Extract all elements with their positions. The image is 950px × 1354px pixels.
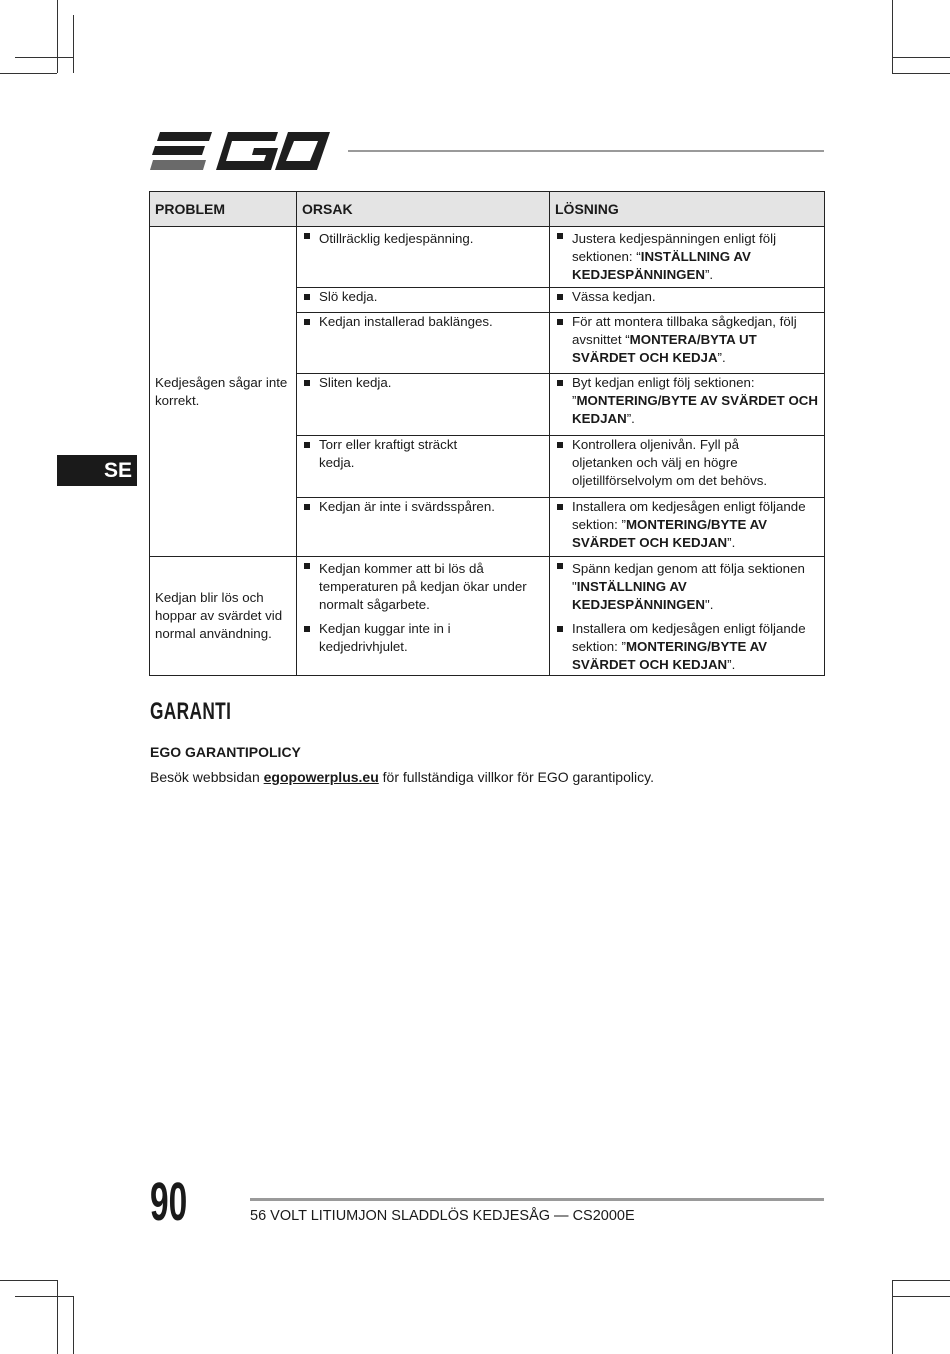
cause-cell — [297, 498, 550, 557]
bullet-icon — [304, 319, 310, 325]
footer-rule — [250, 1198, 824, 1201]
cause-text: Kedjan installerad baklänges. — [319, 314, 493, 329]
solution-reference: MONTERING/BYTE AV SVÄRDET OCH KEDJAN — [572, 517, 768, 550]
cause-cell — [297, 436, 550, 498]
table-header-row — [150, 192, 825, 227]
bullet-icon — [557, 442, 563, 448]
crop-mark — [0, 73, 57, 74]
solution-reference: INSTÄLLNING AV KEDJESPÄNNINGEN — [572, 249, 751, 282]
cause-text: Slö kedja. — [319, 289, 378, 304]
bullet-icon — [304, 380, 310, 386]
bullet-icon — [304, 294, 310, 300]
solution-text-end: ”. — [705, 267, 714, 282]
troubleshooting-table — [149, 191, 825, 676]
bullet-icon — [304, 626, 310, 632]
solution-cell — [550, 374, 825, 436]
bullet-icon — [557, 380, 563, 386]
solution-text-end: ”. — [727, 657, 736, 672]
solution-text: Vässa kedjan. — [572, 289, 656, 304]
solution-text: Byt kedjan enligt följ sektionen: ” — [572, 375, 755, 408]
solution-text-end: ". — [705, 597, 714, 612]
crop-mark — [892, 73, 950, 74]
solution-cell — [550, 227, 825, 288]
section-title-warranty: GARANTI — [150, 698, 232, 725]
solution-cell — [550, 557, 825, 676]
crop-mark — [15, 57, 73, 58]
solution-text: Installera om kedjesågen enligt följande sektion: ” — [572, 499, 806, 532]
crop-mark — [892, 0, 893, 73]
solution-text: Justera kedjespänningen enligt följ sektionen: “ — [572, 231, 777, 264]
cause-text: Kedjan kommer att bi lös då temperaturen på kedjan ökar under normalt sågarbete. — [319, 561, 527, 612]
crop-mark — [15, 1296, 73, 1297]
bullet-icon — [557, 233, 563, 239]
header-rule — [348, 150, 824, 152]
solution-cell — [550, 288, 825, 313]
solution-text: Kontrollera oljenivån. Fyll på oljetanken och välj en högre oljetillförselvolym om det behövs. — [572, 437, 768, 488]
solution-reference: MONTERING/BYTE AV SVÄRDET OCH KEDJAN — [572, 393, 819, 426]
bullet-icon — [304, 504, 310, 510]
cause-text: Kedjan är inte i svärdsspåren. — [319, 499, 495, 514]
solution-reference: MONTERA/BYTA UT SVÄRDET OCH KEDJA — [572, 332, 757, 365]
bullet-icon — [557, 319, 563, 325]
crop-mark — [57, 0, 58, 73]
header-cause: ORSAK — [297, 192, 550, 227]
bullet-icon — [557, 626, 563, 632]
footer-product-title: 56 VOLT LITIUMJON SLADDLÖS KEDJESÅG — CS2000E — [250, 1208, 635, 1224]
warranty-policy-heading: EGO GARANTIPOLICY — [150, 744, 301, 760]
solution-cell — [550, 436, 825, 498]
solution-text: För att montera tillbaka sågkedjan, följ avsnittet “ — [572, 314, 797, 347]
crop-mark — [892, 57, 950, 58]
ego-logo — [150, 130, 330, 172]
problem-cell: Kedjan blir lös och hoppar av svärdet vid normal användning. — [150, 557, 297, 676]
problem-cell: Kedjesågen sågar inte korrekt. — [150, 227, 297, 557]
crop-mark — [892, 1296, 950, 1297]
crop-mark — [892, 1280, 893, 1354]
solution-cell — [550, 498, 825, 557]
bullet-icon — [557, 563, 563, 569]
language-tab: SE — [57, 455, 137, 486]
cause-cell — [297, 227, 550, 288]
cause-text: Kedjan kuggar inte in i kedjedrivhjulet. — [319, 621, 451, 654]
solution-cell — [550, 313, 825, 374]
crop-mark — [892, 1280, 950, 1281]
solution-text-end: ”. — [717, 350, 726, 365]
warranty-link[interactable]: egopowerplus.eu — [263, 769, 379, 785]
cause-cell — [297, 374, 550, 436]
header-solution: LÖSNING — [550, 192, 825, 227]
bullet-icon — [304, 233, 310, 239]
warranty-text-after: för fullständiga villkor för EGO garantipolicy. — [378, 769, 654, 785]
cause-text: Otillräcklig kedjespänning. — [319, 231, 474, 246]
solution-text: Installera om kedjesågen enligt följande sektion: ” — [572, 621, 806, 654]
warranty-text-before: Besök webbsidan — [150, 769, 264, 785]
solution-text-end: ”. — [626, 411, 635, 426]
solution-text: Spänn kedjan genom att följa sektionen " — [572, 561, 805, 594]
solution-reference: MONTERING/BYTE AV SVÄRDET OCH KEDJAN — [572, 639, 768, 672]
crop-mark — [73, 1296, 74, 1354]
table-row — [150, 227, 825, 288]
bullet-icon — [557, 294, 563, 300]
cause-text: Sliten kedja. — [319, 375, 392, 390]
cause-cell — [297, 288, 550, 313]
cause-text: Torr eller kraftigt sträckt kedja. — [319, 437, 458, 470]
crop-mark — [0, 1280, 57, 1281]
crop-mark — [57, 1280, 58, 1354]
page-number: 90 — [150, 1172, 188, 1232]
bullet-icon — [557, 504, 563, 510]
table-row — [150, 557, 825, 676]
solution-reference: INSTÄLLNING AV KEDJESPÄNNINGEN — [572, 579, 705, 612]
cause-cell — [297, 313, 550, 374]
warranty-text — [150, 769, 654, 785]
bullet-icon — [304, 563, 310, 569]
cause-cell — [297, 557, 550, 676]
header-problem: PROBLEM — [150, 192, 297, 227]
bullet-icon — [304, 442, 310, 448]
crop-mark — [73, 15, 74, 73]
solution-text-end: ”. — [727, 535, 736, 550]
